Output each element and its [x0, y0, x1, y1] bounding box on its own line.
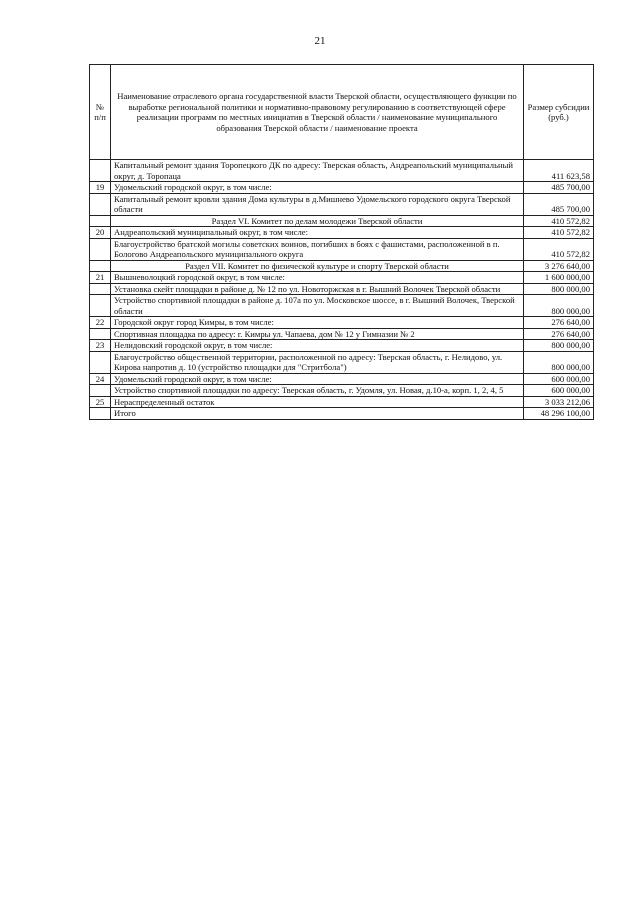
row-name: Удомельский городской округ, в том числе: — [111, 182, 524, 194]
row-name: Капитальный ремонт кровли здания Дома культуры в д.Мишнево Удомельского городского округа Тверской области — [111, 193, 524, 215]
row-name: Благоустройство братской могилы советских воинов, погибших в боях с фашистами, расположенной в п. Бологово Андреапольского муниципального округа — [111, 238, 524, 260]
table-header-row — [90, 65, 594, 160]
row-number — [90, 385, 111, 397]
row-amount: 3 276 640,00 — [524, 260, 594, 272]
table-row — [90, 227, 594, 239]
row-amount: 411 623,58 — [524, 160, 594, 182]
row-name: Раздел VI. Комитет по делам молодежи Тверской области — [111, 215, 524, 227]
row-name: Устройство спортивной площадки в районе д. 107а по ул. Московское шоссе, в г. Вышний Волочек, Тверской области — [111, 295, 524, 317]
row-amount: 276 640,00 — [524, 328, 594, 340]
row-name: Устройство спортивной площадки по адресу: Тверская область, г. Удомля, ул. Новая, д.10-а, корп. 1, 2, 4, 5 — [111, 385, 524, 397]
row-number — [90, 351, 111, 373]
row-name: Благоустройство общественной территории, расположенной по адресу: Тверская область, г. Нелидово, ул. Кирова напротив д. 10 (устройство площадки для "Стритбола") — [111, 351, 524, 373]
row-number — [90, 238, 111, 260]
table-row-total — [90, 408, 594, 420]
row-amount: 800 000,00 — [524, 351, 594, 373]
row-amount: 410 572,82 — [524, 238, 594, 260]
row-amount: 1 600 000,00 — [524, 272, 594, 284]
row-name: Городской округ город Кимры, в том числе: — [111, 317, 524, 329]
row-number — [90, 160, 111, 182]
row-name: Установка скейт площадки в районе д. № 12 по ул. Новоторжская в г. Вышний Волочек Тверской области — [111, 283, 524, 295]
row-name: Раздел VII. Комитет по физической культуре и спорту Тверской области — [111, 260, 524, 272]
row-number: 19 — [90, 182, 111, 194]
table-row — [90, 182, 594, 194]
table-row — [90, 373, 594, 385]
row-number: 23 — [90, 340, 111, 352]
table-row — [90, 272, 594, 284]
row-name: Нелидовский городской округ, в том числе: — [111, 340, 524, 352]
row-amount: 276 640,00 — [524, 317, 594, 329]
table-row — [90, 193, 594, 215]
row-number: 24 — [90, 373, 111, 385]
row-amount: 485 700,00 — [524, 182, 594, 194]
table-row — [90, 340, 594, 352]
table-row — [90, 295, 594, 317]
row-number — [90, 193, 111, 215]
page-number: 21 — [314, 35, 326, 47]
row-name: Удомельский городской округ, в том числе: — [111, 373, 524, 385]
row-number — [90, 295, 111, 317]
row-number — [90, 408, 111, 420]
row-amount: 800 000,00 — [524, 295, 594, 317]
row-amount: 3 033 212,06 — [524, 396, 594, 408]
table-row — [90, 215, 594, 227]
row-name: Итого — [111, 408, 524, 420]
subsidy-table — [89, 64, 594, 420]
row-number: 22 — [90, 317, 111, 329]
table-body — [90, 160, 594, 420]
table-row — [90, 238, 594, 260]
row-number — [90, 260, 111, 272]
row-name: Спортивная площадка по адресу: г. Кимры ул. Чапаева, дом № 12 у Гимназии № 2 — [111, 328, 524, 340]
row-amount: 600 000,00 — [524, 373, 594, 385]
table-row — [90, 160, 594, 182]
row-name: Вышневолоцкий городской округ, в том числе: — [111, 272, 524, 284]
table-row — [90, 328, 594, 340]
row-name: Капитальный ремонт здания Торопецкого ДК по адресу: Тверская область, Андреапольский муниципальный округ, д. Торопаца — [111, 160, 524, 182]
header-name: Наименование отраслевого органа государственной власти Тверской области, осуществляющего функции по выработке региональной политики и нормативно-правовому регулированию в соответствующей сфере реализации программ по местных инициатив в Тверской области / наименование муниципального образования Тверской области / наименование проекта — [111, 65, 524, 160]
row-number — [90, 283, 111, 295]
row-number — [90, 215, 111, 227]
row-amount: 410 572,82 — [524, 215, 594, 227]
header-number: № п/п — [90, 65, 111, 160]
table-row — [90, 260, 594, 272]
table-row — [90, 396, 594, 408]
row-number: 21 — [90, 272, 111, 284]
row-number: 20 — [90, 227, 111, 239]
table-row — [90, 351, 594, 373]
row-name: Нераспределенный остаток — [111, 396, 524, 408]
row-amount: 800 000,00 — [524, 340, 594, 352]
row-name: Андреапольский муниципальный округ, в том числе: — [111, 227, 524, 239]
row-number — [90, 328, 111, 340]
row-amount: 410 572,82 — [524, 227, 594, 239]
table-row — [90, 283, 594, 295]
header-amount: Размер субсидии (руб.) — [524, 65, 594, 160]
table-row — [90, 317, 594, 329]
row-amount: 600 000,00 — [524, 385, 594, 397]
row-number: 25 — [90, 396, 111, 408]
row-amount: 800 000,00 — [524, 283, 594, 295]
row-amount: 48 296 100,00 — [524, 408, 594, 420]
row-amount: 485 700,00 — [524, 193, 594, 215]
table-row — [90, 385, 594, 397]
